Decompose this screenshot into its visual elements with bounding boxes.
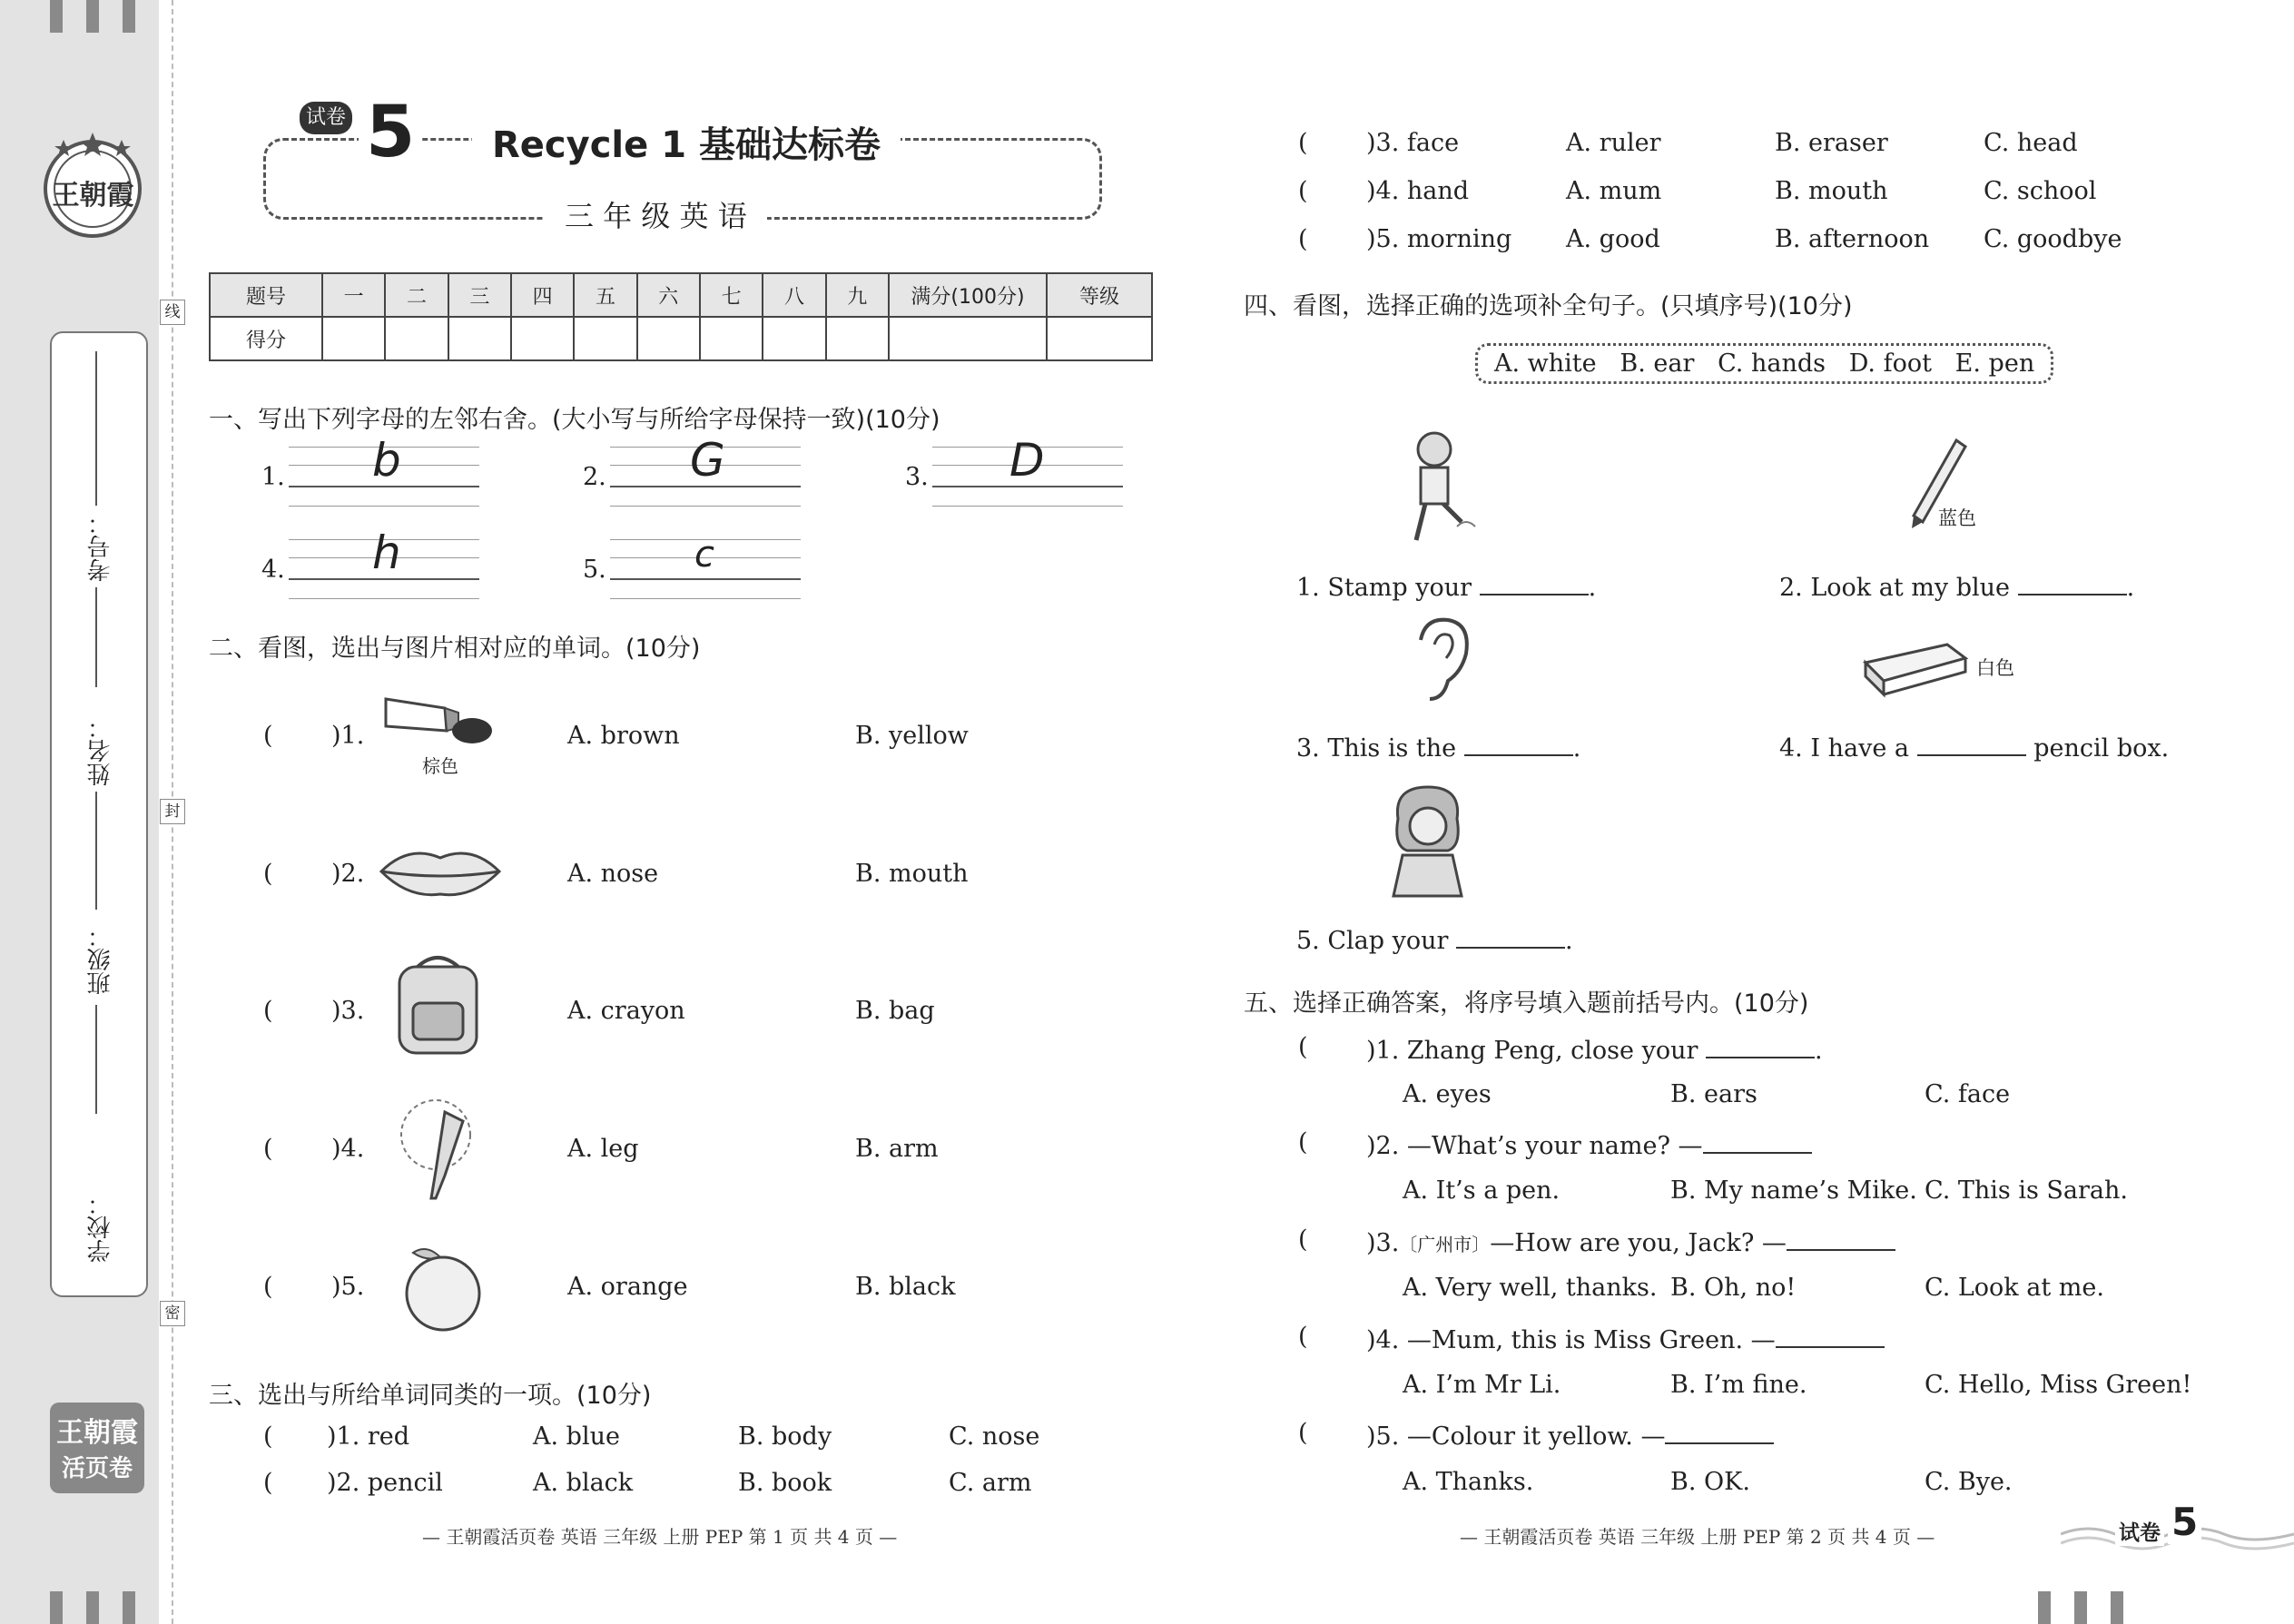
option-c[interactable]: C. face [1925, 1080, 2011, 1108]
answer-blank[interactable] [1480, 570, 1589, 595]
answer-paren[interactable]: ( [1298, 225, 1308, 253]
mouth-icon [377, 840, 504, 903]
writing-line [289, 598, 479, 599]
mc-question [1366, 1419, 1774, 1451]
word-bank: A. white B. ear C. hands D. foot E. pen [1475, 343, 2053, 384]
binding-tick [86, 1591, 99, 1624]
student-info-box [50, 331, 148, 1297]
score-cell[interactable] [700, 317, 763, 360]
answer-blank[interactable] [1917, 731, 2026, 756]
answer-paren[interactable]: ( [263, 1422, 273, 1451]
score-col: 一 [322, 273, 385, 317]
ear-icon [1403, 613, 1475, 713]
option-b[interactable]: B. black [855, 1273, 956, 1301]
writing-line [610, 506, 801, 507]
writing-line [610, 598, 801, 599]
answer-paren[interactable]: ( [1298, 1033, 1308, 1061]
answer-paren[interactable]: ( [263, 1135, 273, 1163]
section2-heading: 二、看图，选出与图片相对应的单词。(10分) [209, 635, 701, 663]
bind-mark: 线 [160, 300, 185, 325]
option-a[interactable]: A. good [1566, 225, 1660, 253]
brand-badge [50, 1403, 144, 1493]
question-word: )2. pencil [327, 1469, 443, 1497]
binding-tick [2038, 1591, 2051, 1624]
arm-icon [395, 1098, 481, 1207]
fill-sentence [1296, 570, 1596, 602]
question-word: )3. face [1366, 129, 1460, 157]
score-cell[interactable] [889, 317, 1047, 360]
exam-no-label: 考号： [87, 511, 114, 582]
school-label: 学校： [87, 1192, 114, 1263]
score-col: 五 [574, 273, 636, 317]
question-word: )5. morning [1366, 225, 1512, 253]
score-table [209, 272, 1153, 361]
option-b[interactable]: B. arm [855, 1135, 939, 1163]
option-b[interactable]: B. bag [855, 997, 935, 1025]
section4-heading: 四、看图，选择正确的选项补全句子。(只填序号)(10分) [1244, 292, 1853, 320]
option-c[interactable]: C. Look at me. [1925, 1274, 2104, 1302]
option-a[interactable]: A. nose [567, 860, 659, 888]
score-row-label: 题号 [210, 273, 322, 317]
given-letter: G [690, 434, 725, 487]
score-col: 二 [385, 273, 448, 317]
class-line-top [95, 792, 97, 910]
letter-item-num: 5. [583, 556, 606, 584]
option-b[interactable]: B. mouth [1775, 177, 1888, 205]
sentence-start: 1. Stamp your [1296, 574, 1472, 602]
option-a[interactable]: A. leg [567, 1135, 639, 1163]
answer-blank[interactable] [1703, 1128, 1812, 1154]
option-a[interactable]: A. eyes [1403, 1080, 1492, 1108]
sentence-start: 4. I have a [1779, 734, 1909, 763]
page-footer-right: — 王朝霞活页卷 英语 三年级 上册 PEP 第 2 页 共 4 页 — [1460, 1526, 1935, 1548]
option-a[interactable]: A. Very well, thanks. [1403, 1274, 1658, 1302]
question-word: )4. hand [1366, 177, 1470, 205]
option-c[interactable]: C. head [1984, 129, 2078, 157]
binding-tick [50, 1591, 63, 1624]
given-letter: c [694, 534, 714, 576]
option-a[interactable]: A. It’s a pen. [1403, 1176, 1561, 1205]
score-col: 四 [511, 273, 574, 317]
option-a[interactable]: A. crayon [567, 997, 685, 1025]
answer-paren[interactable]: ( [263, 860, 273, 888]
score-cell[interactable] [637, 317, 700, 360]
option-b[interactable]: B. I’m fine. [1670, 1371, 1807, 1399]
score-cell[interactable] [763, 317, 825, 360]
question-word: )1. red [327, 1422, 410, 1451]
fill-sentence [1296, 923, 1573, 955]
answer-paren[interactable]: ( [263, 1273, 273, 1301]
option-c[interactable]: C. Bye. [1925, 1468, 2013, 1496]
score-col-total: 满分(100分) [889, 273, 1047, 317]
given-letter: D [1009, 434, 1045, 487]
answer-paren[interactable]: ( [263, 722, 273, 750]
orange-icon [399, 1239, 486, 1334]
footer-badge-number: 5 [2168, 1500, 2201, 1544]
answer-blank[interactable] [1665, 1419, 1774, 1444]
option-a[interactable]: A. ruler [1566, 129, 1661, 157]
question-num: )1. [331, 722, 365, 750]
writing-line [932, 506, 1123, 507]
score-col: 三 [448, 273, 511, 317]
score-row-label: 得分 [210, 317, 322, 360]
answer-paren[interactable]: ( [1298, 129, 1308, 157]
answer-blank[interactable] [1787, 1225, 1895, 1251]
score-cell[interactable] [826, 317, 889, 360]
clapping-girl-icon [1384, 782, 1471, 905]
image-caption: 棕色 [422, 755, 458, 777]
binding-tick [2074, 1591, 2087, 1624]
name-label: 姓名： [87, 715, 114, 786]
score-cell[interactable] [322, 317, 385, 360]
question-num: )3. [331, 997, 365, 1025]
question-num: )3. [1366, 1229, 1400, 1257]
option-b[interactable]: B. My name’s Mike. [1670, 1176, 1917, 1205]
option-a[interactable]: A. blue [533, 1422, 620, 1451]
mc-question [1366, 1225, 1895, 1257]
binding-tick [50, 0, 63, 33]
section1-heading: 一、写出下列字母的左邻右舍。(大小写与所给字母保持一致)(10分) [209, 406, 940, 434]
stamping-boy-icon [1393, 427, 1480, 549]
sentence-end: pencil box. [2033, 734, 2170, 763]
bind-mark: 封 [160, 799, 185, 824]
answer-blank[interactable] [1456, 923, 1565, 949]
score-cell[interactable] [385, 317, 448, 360]
question-num: )5. [331, 1273, 365, 1301]
option-a[interactable]: A. brown [567, 722, 680, 750]
exam-no-line [95, 351, 97, 506]
answer-blank[interactable] [1706, 1033, 1815, 1058]
score-col: 六 [637, 273, 700, 317]
score-cell[interactable] [511, 317, 574, 360]
bind-mark: 密 [160, 1301, 185, 1326]
answer-paren[interactable]: ( [1298, 1225, 1308, 1254]
page-subtitle: 三 年 级 英 语 [545, 193, 767, 235]
score-entry-row [210, 317, 1152, 360]
letter-item-num: 4. [261, 556, 285, 584]
sentence-end: . [1588, 574, 1597, 602]
backpack-icon [386, 949, 490, 1058]
binding-tick [123, 1591, 135, 1624]
score-cell[interactable] [574, 317, 636, 360]
question-num: )4. [331, 1135, 365, 1163]
mc-question [1366, 1323, 1885, 1354]
option-b[interactable]: B. eraser [1775, 129, 1888, 157]
option-c[interactable]: C. nose [949, 1422, 1040, 1451]
mc-question [1366, 1033, 1823, 1065]
paint-tube-icon [381, 690, 499, 753]
option-a[interactable]: A. mum [1566, 177, 1662, 205]
question-text: )2. —What’s your name? — [1366, 1132, 1703, 1160]
sentence-start: 2. Look at my blue [1779, 574, 2010, 602]
page-title: Recycle 1 基础达标卷 [472, 116, 901, 168]
brand-seal-text: 王朝霞 [52, 180, 134, 212]
pencil-box-icon [1861, 635, 1970, 699]
option-b[interactable]: B. book [738, 1469, 832, 1497]
question-num: )2. [331, 860, 365, 888]
name-line-top [95, 587, 97, 687]
option-b[interactable]: B. Oh, no! [1670, 1274, 1797, 1302]
option-b[interactable]: B. mouth [855, 860, 969, 888]
score-col: 七 [700, 273, 763, 317]
answer-paren[interactable]: ( [1298, 1128, 1308, 1156]
fill-sentence [1779, 570, 2134, 602]
school-line-top [95, 1005, 97, 1114]
sentence-end: . [1565, 927, 1573, 955]
fill-sentence [1296, 731, 1580, 763]
option-c[interactable]: C. school [1984, 177, 2097, 205]
image-caption: 蓝色 [1938, 507, 1976, 529]
answer-paren[interactable]: ( [263, 1469, 273, 1497]
question-tail: . [1814, 1037, 1823, 1065]
answer-paren[interactable]: ( [1298, 1323, 1308, 1351]
letter-item-num: 3. [905, 463, 929, 491]
option-a[interactable]: A. orange [567, 1273, 688, 1301]
option-c[interactable]: C. goodbye [1984, 225, 2122, 253]
score-cell[interactable] [448, 317, 511, 360]
source-tag: 〔广州市〕 [1399, 1234, 1491, 1255]
option-c[interactable]: C. This is Sarah. [1925, 1176, 2128, 1205]
score-header-row [210, 273, 1152, 317]
test-badge: 试卷 [300, 102, 352, 134]
given-letter: h [372, 527, 401, 579]
question-text: )5. —Colour it yellow. — [1366, 1422, 1666, 1451]
writing-line [289, 506, 479, 507]
score-col: 九 [826, 273, 889, 317]
page-footer-left: — 王朝霞活页卷 英语 三年级 上册 PEP 第 1 页 共 4 页 — [422, 1526, 898, 1548]
section3-heading: 三、选出与所给单词同类的一项。(10分) [209, 1382, 652, 1410]
option-c[interactable]: C. arm [949, 1469, 1032, 1497]
mc-question [1366, 1128, 1812, 1160]
option-a[interactable]: A. Thanks. [1403, 1468, 1534, 1496]
answer-paren[interactable]: ( [263, 997, 273, 1025]
score-col: 八 [763, 273, 825, 317]
answer-paren[interactable]: ( [1298, 177, 1308, 205]
letter-item-num: 2. [583, 463, 606, 491]
answer-blank[interactable] [1464, 731, 1573, 756]
option-b[interactable]: B. OK. [1670, 1468, 1750, 1496]
score-col-grade: 等级 [1047, 273, 1152, 317]
binding-strip [0, 0, 159, 1624]
option-b[interactable]: B. afternoon [1775, 225, 1930, 253]
sentence-end: . [2126, 574, 2135, 602]
binding-tick [123, 0, 135, 33]
image-caption: 白色 [1976, 657, 2014, 679]
fill-sentence [1779, 731, 2169, 763]
question-text: )4. —Mum, this is Miss Green. — [1366, 1326, 1776, 1354]
option-c[interactable]: C. Hello, Miss Green! [1925, 1371, 2192, 1399]
footer-badge: 试卷 [2115, 1516, 2164, 1546]
answer-paren[interactable]: ( [1298, 1419, 1308, 1447]
option-a[interactable]: A. I’m Mr Li. [1403, 1371, 1561, 1399]
option-a[interactable]: A. black [533, 1469, 634, 1497]
class-label: 班级： [87, 924, 114, 995]
writing-baseline[interactable] [610, 578, 801, 580]
answer-blank[interactable] [2018, 570, 2127, 595]
brand-badge-label: 活页卷 [61, 1455, 133, 1482]
option-b[interactable]: B. ears [1670, 1080, 1757, 1108]
question-text: —How are you, Jack? — [1490, 1229, 1787, 1257]
sentence-start: 3. This is the [1296, 734, 1457, 763]
option-b[interactable]: B. yellow [855, 722, 969, 750]
option-b[interactable]: B. body [738, 1422, 832, 1451]
section5-heading: 五、选择正确答案，将序号填入题前括号内。(10分) [1244, 989, 1809, 1018]
binding-tick [2111, 1591, 2123, 1624]
test-number: 5 [359, 94, 422, 172]
answer-blank[interactable] [1776, 1323, 1885, 1348]
score-cell[interactable] [1047, 317, 1152, 360]
question-text: )1. Zhang Peng, close your [1366, 1037, 1698, 1065]
sentence-start: 5. Clap your [1296, 927, 1449, 955]
brand-badge-name: 王朝霞 [56, 1417, 138, 1449]
given-letter: b [372, 434, 401, 487]
sentence-end: . [1572, 734, 1581, 763]
letter-item-num: 1. [261, 463, 285, 491]
binding-tick [86, 0, 99, 33]
